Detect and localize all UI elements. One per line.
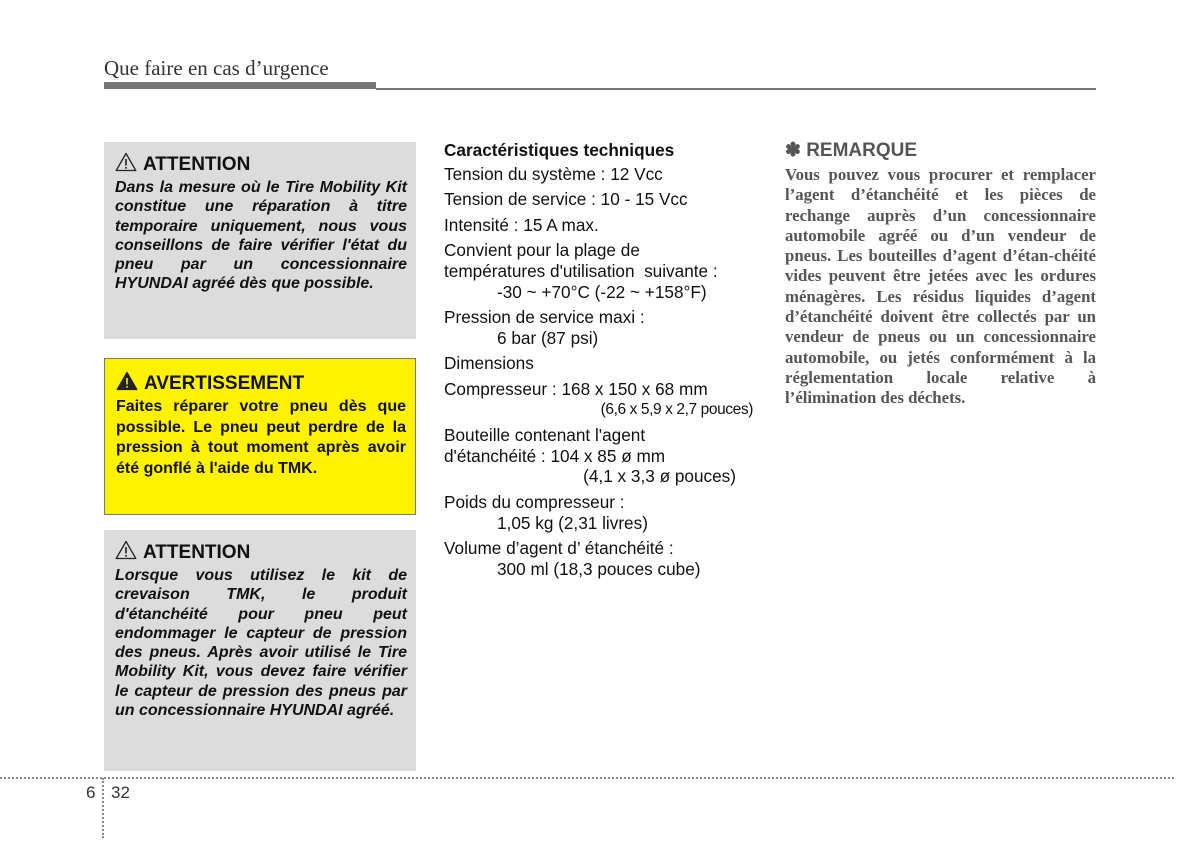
remark-text: Vous pouvez vous procurer et remplacer l’agent d’étanchéité et les pièces de rechange auprès d’un concessionnaire automobile agréé ou d’un vendeur de pneus. Les bouteilles d’agent d’étan-chéité vides peuvent être jetées avec les ordures ménagères. Les résidus liquides d’agent d’étanchéité doivent être collectés par un vendeur de pneus ou un concessionnaire automobile, ou jetés conformément à la réglementation locale relative à l’élimination des déchets. xyxy=(785,165,1096,408)
spec-poids-label: Poids du compresseur : xyxy=(444,491,625,512)
warning-triangle-filled-icon xyxy=(116,371,138,397)
attention-box-2 xyxy=(104,530,416,771)
chapter-number: 6 xyxy=(86,783,96,802)
specs-title: Caractéristiques techniques xyxy=(444,140,675,160)
warning-triangle-icon xyxy=(115,152,137,178)
spec-dimensions-label: Dimensions xyxy=(444,353,534,374)
spec-bouteille-line1: Bouteille contenant l'agent xyxy=(444,425,646,446)
attention-title-label-2: ATTENTION xyxy=(143,542,251,563)
spec-compresseur-pouces: (6,6 x 5,9 x 2,7 pouces) xyxy=(600,400,753,418)
remark-section xyxy=(785,139,1096,409)
spec-bouteille-line2: d'étanchéité : 104 x 85 ø mm xyxy=(444,445,666,466)
spec-bouteille xyxy=(444,425,764,487)
spec-pression-label: Pression de service maxi : xyxy=(444,307,645,328)
spec-poids-value: 1,05 kg (2,31 livres) xyxy=(497,512,648,533)
footer-dotted-divider xyxy=(102,778,104,838)
warning-text: Faites réparer votre pneu dès que possible. Le pneu peut perdre de la pression à tout moment après avoir été gonflé à l'aide du TMK. xyxy=(116,398,406,477)
spec-volume-value: 300 ml (18,3 pouces cube) xyxy=(497,558,701,579)
spec-tension-service: Tension de service : 10 - 15 Vcc xyxy=(444,189,688,210)
spec-poids xyxy=(444,492,764,533)
spec-plage-line2: températures d'utilisation suivante : xyxy=(444,260,718,281)
footer-dotted-rule xyxy=(0,777,1174,779)
spec-plage-value: -30 ~ +70°C (-22 ~ +158°F) xyxy=(497,281,707,302)
spec-volume-label: Volume d’agent d’ étanchéité : xyxy=(444,538,674,559)
spec-volume xyxy=(444,538,764,579)
attention-title-label-1: ATTENTION xyxy=(143,154,251,175)
spec-plage xyxy=(444,240,764,302)
attention-box-1 xyxy=(104,142,416,339)
remark-title: ✽ REMARQUE xyxy=(785,140,918,161)
technical-specs xyxy=(444,140,764,584)
warning-box xyxy=(104,358,416,515)
spec-compresseur xyxy=(444,379,764,420)
warning-triangle-icon xyxy=(115,540,137,566)
warning-title-label: AVERTISSEMENT xyxy=(144,373,305,394)
page-number: 32 xyxy=(111,783,130,802)
attention-text-2: Lorsque vous utilisez le kit de crevaison TMK, le produit d'étanchéité pour pneu peut endommager le capteur de pression des pneus. Après avoir utilisé le Tire Mobility Kit, vous devez faire vérifier le capteur de pression des pneus par un concessionnaire HYUNDAI agréé. xyxy=(115,567,407,720)
spec-intensite: Intensité : 15 A max. xyxy=(444,214,599,235)
spec-pression xyxy=(444,307,764,348)
attention-text-1: Dans la mesure où le Tire Mobility Kit constitue une réparation à titre temporaire uniquement, nous vous conseillons de faire vérifier l'état du pneu par un concessionnaire HYUNDAI agréé dès que possible. xyxy=(115,179,407,293)
attention-title-2 xyxy=(115,540,407,566)
header-rule-thick xyxy=(104,82,376,89)
attention-title-1 xyxy=(115,152,407,178)
header-rule-thin xyxy=(376,88,1096,90)
spec-compresseur-dims: Compresseur : 168 x 150 x 68 mm xyxy=(444,378,708,399)
page-header-title: Que faire en cas d’urgence xyxy=(104,56,329,80)
spec-tension-systeme: Tension du système : 12 Vcc xyxy=(444,163,663,184)
spec-pression-value: 6 bar (87 psi) xyxy=(497,327,599,348)
warning-title xyxy=(116,371,406,397)
spec-bouteille-pouces: (4,1 x 3,3 ø pouces) xyxy=(583,466,736,487)
spec-plage-line1: Convient pour la plage de xyxy=(444,240,640,261)
